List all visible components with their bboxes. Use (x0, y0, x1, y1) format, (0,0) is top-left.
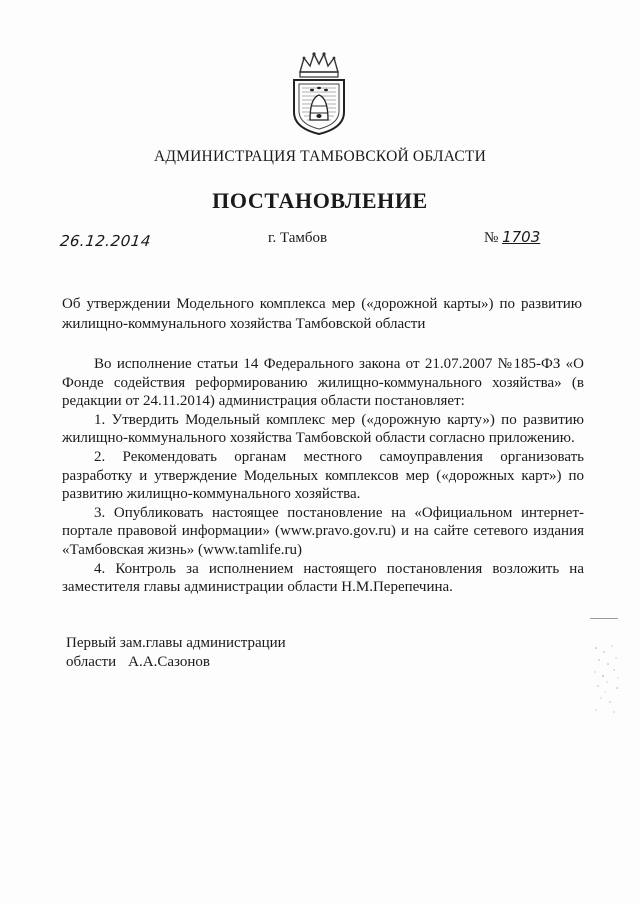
signatory-name: А.А.Сазонов (128, 654, 210, 670)
scan-mark (590, 618, 618, 619)
signature-block (66, 634, 286, 672)
document-number (484, 228, 540, 247)
signatory-position-line2: области А.А.Сазонов (66, 654, 210, 670)
preamble: Во исполнение статьи 14 Федерального закона от 21.07.2007 №185-ФЗ «О Фонде содействия реформированию жилищно-коммунального хозяйства» (в редакции от 24.11.2014) администрация области постановляет: (62, 356, 584, 410)
organization-name: АДМИНИСТРАЦИЯ ТАМБОВСКОЙ ОБЛАСТИ (154, 148, 486, 165)
list-item: 4. Контроль за исполнением настоящего постановления возложить на заместителя главы администрации области Н.М.Перепечина. (62, 560, 584, 596)
tambov-coat-of-arms-icon (290, 50, 348, 136)
document-type-title: ПОСТАНОВЛЕНИЕ (212, 188, 428, 213)
list-item: 2. Рекомендовать органам местного самоуправления организовать разработку и утверждение Модельных комплексов мер («дорожных карт») по развитию жилищно-коммунального хозяйства. (62, 448, 584, 503)
document-subject: Об утверждении Модельного комплекса мер («дорожной карты») по развитию жилищно-коммунального хозяйства Тамбовской области (62, 296, 582, 332)
document-body (62, 355, 584, 597)
scan-noise-mark (590, 640, 622, 720)
list-item: 1. Утвердить Модельный комплекс мер («дорожную карту») по развитию жилищно-коммунального хозяйства Тамбовской области согласно приложению. (62, 411, 584, 447)
city-label: г. Тамбов (268, 230, 328, 246)
signatory-position: Первый зам.главы администрации (66, 635, 286, 651)
number-value: 1703 (502, 228, 541, 246)
list-item: 3. Опубликовать настоящее постановление на «Официальном интернет-портале правовой информации» (www.pravo.gov.ru) и на сайте сетевого издания «Тамбовская жизнь» (www.tamlife.ru) (62, 504, 584, 558)
number-prefix: № (484, 230, 499, 246)
document-date: 26.12.2014 (59, 232, 152, 250)
